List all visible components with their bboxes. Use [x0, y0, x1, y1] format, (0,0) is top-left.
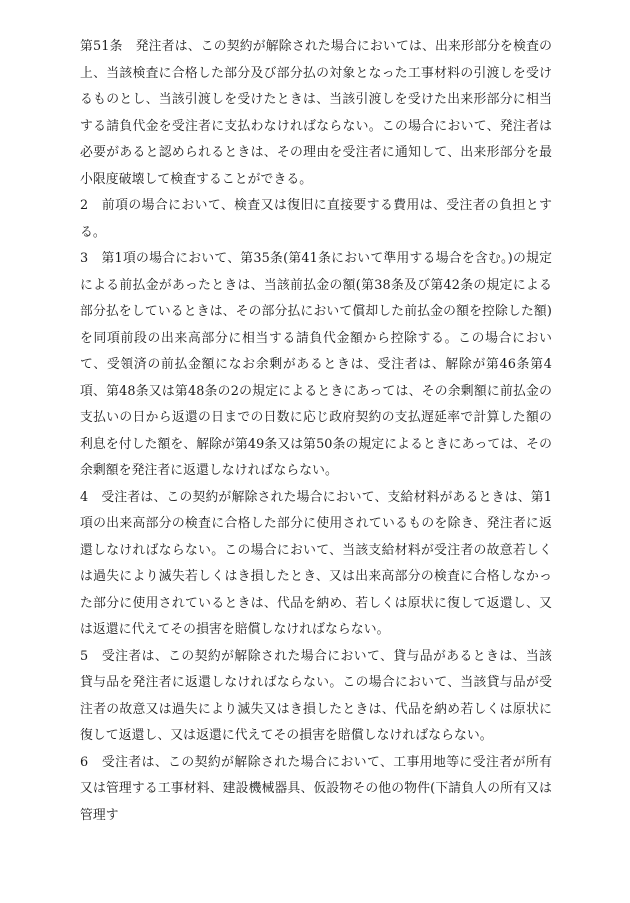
document-page: [80, 34, 552, 829]
article-51-paragraph-1: 第51条 発注者は、この契約が解除された場合においては、出来形部分を検査の上、当該検査に合格した部分及び部分払の対象となった工事材料の引渡しを受けるものとし、当該引渡しを受けたときは、当該引渡しを受けた出来形部分に相当する請負代金を受注者に支払わなければならない。この場合において、発注者は必要があると認められるときは、その理由を受注者に通知して、出来形部分を最小限度破壊して検査することができる。: [80, 39, 552, 187]
article-51-paragraph-3: 3 第1項の場合において、第35条(第41条において準用する場合を含む。)の規定による前払金があったときは、当該前払金の額(第38条及び第42条の規定による部分払をしているときは、その部分払において償却した前払金の額を控除した額)を同項前段の出来高部分に相当する請負代金額から控除する。この場合において、受領済の前払金額になお余剰があるときは、受注者は、解除が第46条第4項、第48条又は第48条の2の規定によるときにあっては、その余剰額に前払金の支払いの日から返還の日までの日数に応じ政府契約の支払遅延率で計算した額の利息を付した額を、解除が第49条又は第50条の規定によるときにあっては、その余剰額を発注者に返還しなければならない。: [80, 251, 552, 478]
article-51-paragraph-6: 6 受注者は、この契約が解除された場合において、工事用地等に受注者が所有又は管理する工事材料、建設機械器具、仮設物その他の物件(下請負人の所有又は管理す: [80, 754, 552, 823]
article-51-paragraph-4: 4 受注者は、この契約が解除された場合において、支給材料があるときは、第1項の出来高部分の検査に合格した部分に使用されているものを除き、発注者に返還しなければならない。この場合において、当該支給材料が受注者の故意若しくは過失により滅失若しくはき損したとき、又は出来高部分の検査に合格しなかった部分に使用されているときは、代品を納め、若しくは原状に復して返還し、又は返還に代えてその損害を賠償しなければならない。: [80, 489, 552, 637]
article-51-paragraph-2: 2 前項の場合において、検査又は復旧に直接要する費用は、受注者の負担とする。: [80, 198, 552, 240]
article-51-paragraph-5: 5 受注者は、この契約が解除された場合において、貸与品があるときは、当該貸与品を発注者に返還しなければならない。この場合において、当該貸与品が受注者の故意又は過失により滅失又はき損したときは、代品を納め若しくは原状に復して返還し、又は返還に代えてその損害を賠償しなければならない。: [80, 648, 552, 743]
